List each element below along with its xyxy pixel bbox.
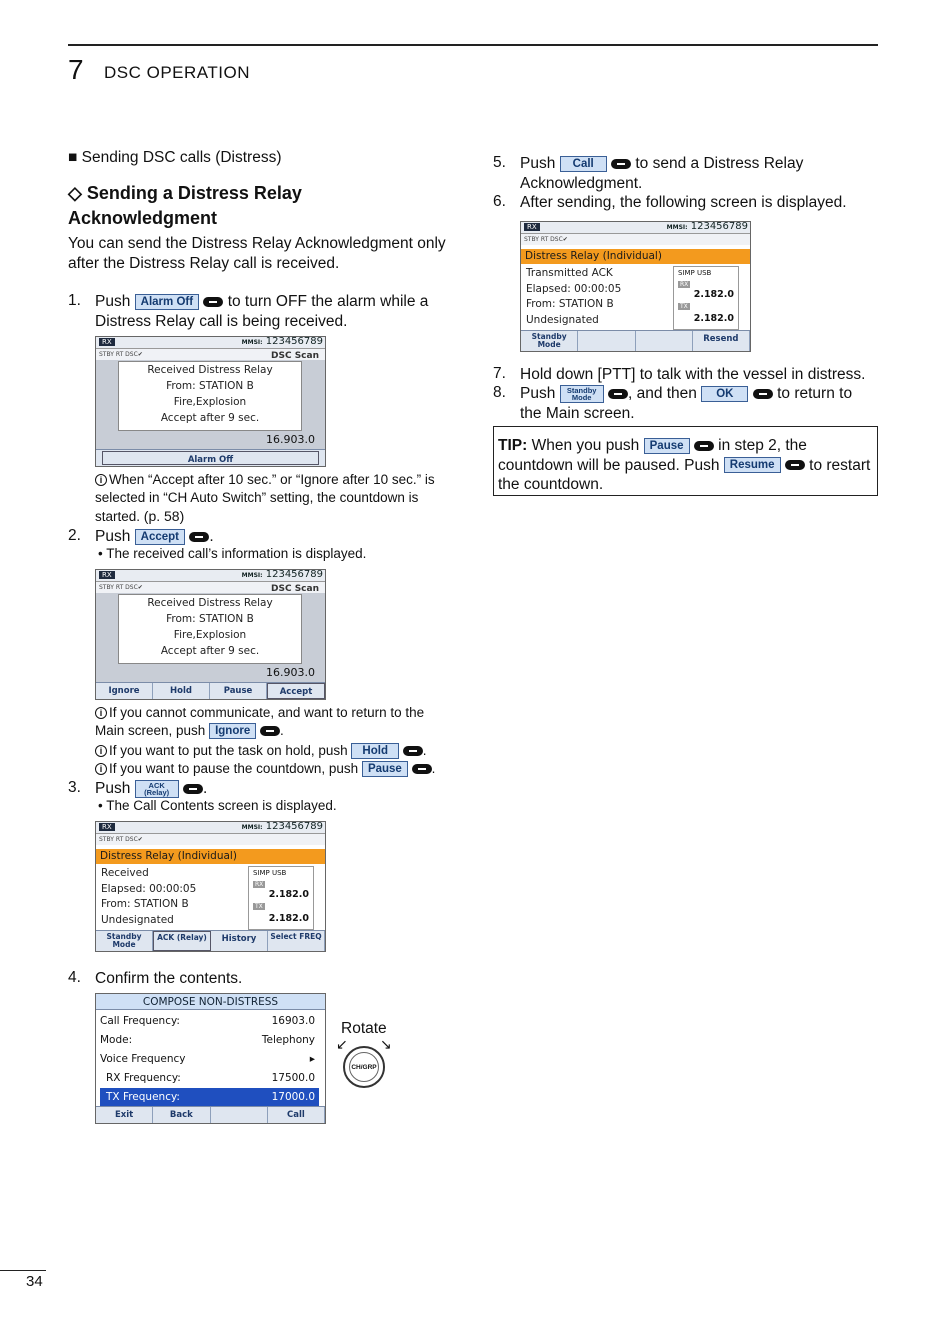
hardware-key-icon xyxy=(785,460,805,470)
compose-row-selected[interactable]: TX Frequency: 17000.0 xyxy=(100,1088,319,1106)
softkey-bar xyxy=(96,1106,325,1123)
bullet-text: The Call Contents screen is displayed. xyxy=(106,798,337,813)
screen-received-options xyxy=(95,569,326,700)
detail-line: Undesignated xyxy=(526,313,599,326)
detail-line: From: STATION B xyxy=(526,298,614,310)
step-8-text xyxy=(520,384,875,423)
status-bar: STBY RT DSC✔ xyxy=(96,582,325,593)
received-dialog xyxy=(118,594,302,664)
screen-compose-non-distress xyxy=(95,993,326,1124)
mmsi-readout: MMSI: 123456789 xyxy=(241,569,323,580)
step-2-bullet: • The received call’s information is displayed. xyxy=(98,546,367,561)
tip-text-part: in step 2, the countdown will be paused. Push xyxy=(498,437,807,474)
note-text: When “Accept after 10 sec.” or “Ignore after 10 sec.” is selected in “CH Auto Switch” setting, the countdown is started. xyxy=(95,472,435,524)
softkey-back[interactable]: Back xyxy=(153,1107,210,1123)
accept-key: Accept xyxy=(135,529,185,545)
compose-row[interactable]: RX Frequency: 17500.0 xyxy=(106,1072,315,1084)
received-dialog xyxy=(118,361,302,431)
page-ref: (p. 58) xyxy=(143,508,185,524)
step-1-text xyxy=(95,292,455,331)
tx-label: TX xyxy=(255,903,263,910)
softkey-call[interactable]: Call xyxy=(268,1107,325,1123)
detail-line: Elapsed: 00:00:05 xyxy=(101,882,197,895)
hardware-key-icon xyxy=(403,746,423,756)
tip-text-part: When you push xyxy=(531,437,640,454)
status-bar: STBY RT DSC✔ xyxy=(521,234,750,245)
detail-line: Transmitted ACK xyxy=(526,267,613,279)
dialog-line: Received Distress Relay xyxy=(147,597,273,609)
screen-call-contents xyxy=(95,821,326,952)
rotate-label: Rotate xyxy=(341,1020,387,1037)
tip-text xyxy=(498,436,874,495)
rx-frequency: 2.182.0 xyxy=(693,289,734,300)
tip-text-part: to restart the countdown. xyxy=(498,456,871,493)
softkey-bar xyxy=(96,682,325,699)
mmsi-readout: MMSI: 123456789 xyxy=(241,336,323,347)
frequency-box xyxy=(673,266,739,330)
step-7-text: Hold down [PTT] to talk with the vessel in distress. xyxy=(520,366,866,383)
step-text: Push xyxy=(95,528,131,545)
rx-badge: RX xyxy=(99,571,115,579)
rx-badge: RX xyxy=(99,338,115,346)
step-text: to return to the Main screen. xyxy=(520,385,853,422)
softkey-ack-relay[interactable]: ACK (Relay) xyxy=(153,931,211,951)
dialog-line: Accept after 9 sec. xyxy=(160,645,260,657)
softkey-resend[interactable]: Resend xyxy=(693,331,750,351)
status-top-bar xyxy=(521,222,750,234)
softkey-empty[interactable] xyxy=(211,1107,268,1123)
dialog-line: From: STATION B xyxy=(166,380,254,392)
compose-row[interactable]: Voice Frequency ▸ xyxy=(100,1053,315,1065)
step-number: 6. xyxy=(493,193,506,210)
note-text: If you want to put the task on hold, push xyxy=(109,743,348,758)
compose-title: COMPOSE NON-DISTRESS xyxy=(96,994,325,1010)
detail-line: From: STATION B xyxy=(101,898,189,910)
tx-label: TX xyxy=(680,303,688,310)
step-number: 7. xyxy=(493,365,506,382)
info-icon: i xyxy=(95,474,107,486)
step-text: Push xyxy=(520,385,556,402)
mode-label: SIMP USB xyxy=(678,269,712,277)
hardware-key-icon xyxy=(203,297,223,307)
step-number: 2. xyxy=(68,527,81,544)
step-text: Push xyxy=(95,780,131,797)
dialog-line: Accept after 9 sec. xyxy=(160,412,260,424)
status-top-bar xyxy=(96,337,325,349)
dsc-scan-label: DSC Scan xyxy=(271,584,319,594)
pause-key: Pause xyxy=(362,761,408,777)
rx-badge: RX xyxy=(524,223,540,231)
tip-box xyxy=(493,426,878,496)
note-2c: i If you want to pause the countdown, push Pause . xyxy=(95,760,435,778)
step-text: Push xyxy=(95,293,131,310)
status-bar: STBY RT DSC✔ xyxy=(96,349,325,360)
info-icon: i xyxy=(95,763,107,775)
call-key: Call xyxy=(560,156,607,172)
ch-grp-knob-icon xyxy=(343,1046,385,1088)
note-text: If you want to pause the countdown, push xyxy=(109,761,359,776)
hardware-key-icon xyxy=(189,532,209,542)
softkey-select-freq[interactable]: Select FREQ xyxy=(268,931,325,951)
softkey-pause[interactable]: Pause xyxy=(210,683,267,699)
step-number: 1. xyxy=(68,292,81,309)
softkey-bar xyxy=(96,449,325,466)
frequency-readout: 16.903.0 xyxy=(266,433,315,446)
status-top-bar xyxy=(96,570,325,582)
step-3-text: Push ACK (Relay) . xyxy=(95,780,208,797)
ack-relay-key: ACK (Relay) xyxy=(135,780,179,798)
screen-received-alarm xyxy=(95,336,326,467)
step-number: 5. xyxy=(493,154,506,171)
frequency-box xyxy=(248,866,314,930)
dsc-scan-label: DSC Scan xyxy=(271,351,319,361)
softkey-exit[interactable]: Exit xyxy=(96,1107,153,1123)
resume-key: Resume xyxy=(724,457,781,473)
softkey-empty[interactable] xyxy=(578,331,635,351)
mmsi-readout: MMSI: 123456789 xyxy=(241,821,323,832)
step-2-text: Push Accept . xyxy=(95,528,214,545)
rx-label: RX xyxy=(680,281,689,288)
hardware-key-icon xyxy=(260,726,280,736)
softkey-bar xyxy=(521,330,750,351)
screen-title-bar: Distress Relay (Individual) xyxy=(96,849,325,864)
knob-label: CH/GRP xyxy=(349,1052,379,1082)
rotate-left-arrow-icon: ↙ xyxy=(336,1036,348,1052)
step-text: , and then xyxy=(627,385,697,402)
softkey-accept[interactable]: Accept xyxy=(267,683,325,699)
softkey-bar xyxy=(96,930,325,951)
step-number: 4. xyxy=(68,969,81,986)
info-icon: i xyxy=(95,707,107,719)
hardware-key-icon xyxy=(753,389,773,399)
rx-frequency: 2.182.0 xyxy=(268,889,309,900)
chapter-number: 7 xyxy=(68,54,84,85)
subsection-heading: ◇ Sending a Distress Relay Acknowledgment xyxy=(68,183,302,228)
rx-badge: RX xyxy=(99,823,115,831)
detail-line: Undesignated xyxy=(101,913,174,926)
call-details xyxy=(526,266,621,328)
page-number: 34 xyxy=(26,1273,43,1290)
step-4-text: Confirm the contents. xyxy=(95,970,243,987)
step-6-text: After sending, the following screen is displayed. xyxy=(520,194,847,211)
info-icon: i xyxy=(95,745,107,757)
mode-label: SIMP USB xyxy=(253,869,287,877)
step-number: 3. xyxy=(68,779,81,796)
step-3-bullet: • The Call Contents screen is displayed. xyxy=(98,798,337,813)
mmsi-readout: MMSI: 123456789 xyxy=(666,221,748,232)
pause-key: Pause xyxy=(644,438,690,454)
screen-title-bar: Distress Relay (Individual) xyxy=(521,249,750,264)
step-text: Push xyxy=(520,155,556,172)
step-number: 8. xyxy=(493,384,506,401)
hardware-key-icon xyxy=(608,389,628,399)
rx-label: RX xyxy=(255,881,264,888)
dialog-line: Fire,Explosion xyxy=(173,396,247,408)
softkey-standby-mode[interactable]: Standby Mode xyxy=(96,931,153,951)
hardware-key-icon xyxy=(412,764,432,774)
frequency-readout: 16.903.0 xyxy=(266,666,315,679)
section-heading: ■ Sending DSC calls (Distress) xyxy=(68,149,282,166)
call-details xyxy=(101,866,196,928)
chapter-title: DSC OPERATION xyxy=(104,63,250,82)
header-rule xyxy=(68,44,878,46)
note-text: If you cannot communicate, and want to return to the Main screen, push xyxy=(95,705,425,738)
intro-text: You can send the Distress Relay Acknowledgment only after the Distress Relay call is received. xyxy=(68,235,446,272)
ignore-key: Ignore xyxy=(209,723,256,739)
note-2b: i If you want to put the task on hold, push Hold . xyxy=(95,742,427,760)
hold-key: Hold xyxy=(351,743,399,759)
detail-line: Received xyxy=(101,867,149,879)
softkey-ignore[interactable]: Ignore xyxy=(96,683,153,699)
softkey-standby-mode[interactable]: Standby Mode xyxy=(521,331,578,351)
note-2a: i If you cannot communicate, and want to return to the Main screen, push Ignore . xyxy=(95,705,425,738)
hardware-key-icon xyxy=(183,784,203,794)
detail-line: Elapsed: 00:00:05 xyxy=(526,282,622,295)
dialog-line: Received Distress Relay xyxy=(147,364,273,376)
ok-key: OK xyxy=(701,386,748,402)
softkey-alarm-off[interactable]: Alarm Off xyxy=(102,451,319,465)
standby-mode-key: Standby Mode xyxy=(560,385,604,403)
softkey-history[interactable]: History xyxy=(211,931,268,951)
footer-rule xyxy=(0,1270,46,1271)
rotate-right-arrow-icon: ↘ xyxy=(380,1036,392,1052)
alarm-off-key: Alarm Off xyxy=(135,294,199,310)
softkey-hold[interactable]: Hold xyxy=(153,683,210,699)
dialog-line: From: STATION B xyxy=(166,613,254,625)
hardware-key-icon xyxy=(611,159,631,169)
status-top-bar xyxy=(96,822,325,834)
tip-label: TIP: xyxy=(498,437,528,454)
step-text: to send a Distress Relay Acknowledgment. xyxy=(520,155,804,192)
hardware-key-icon xyxy=(694,441,714,451)
step-5-text xyxy=(520,154,870,193)
screen-ack-sent xyxy=(520,221,751,352)
compose-row[interactable]: Mode: Telephony xyxy=(100,1034,315,1046)
step-text: to turn OFF the alarm while a Distress Relay call is being received. xyxy=(95,293,429,330)
note-1 xyxy=(95,471,455,526)
softkey-empty[interactable] xyxy=(636,331,693,351)
dialog-line: Fire,Explosion xyxy=(173,629,247,641)
bullet-text: The received call’s information is displayed. xyxy=(106,546,367,561)
compose-row[interactable]: Call Frequency: 16903.0 xyxy=(100,1015,315,1027)
tx-frequency: 2.182.0 xyxy=(693,313,734,324)
tx-frequency: 2.182.0 xyxy=(268,913,309,924)
status-bar: STBY RT DSC✔ xyxy=(96,834,325,845)
